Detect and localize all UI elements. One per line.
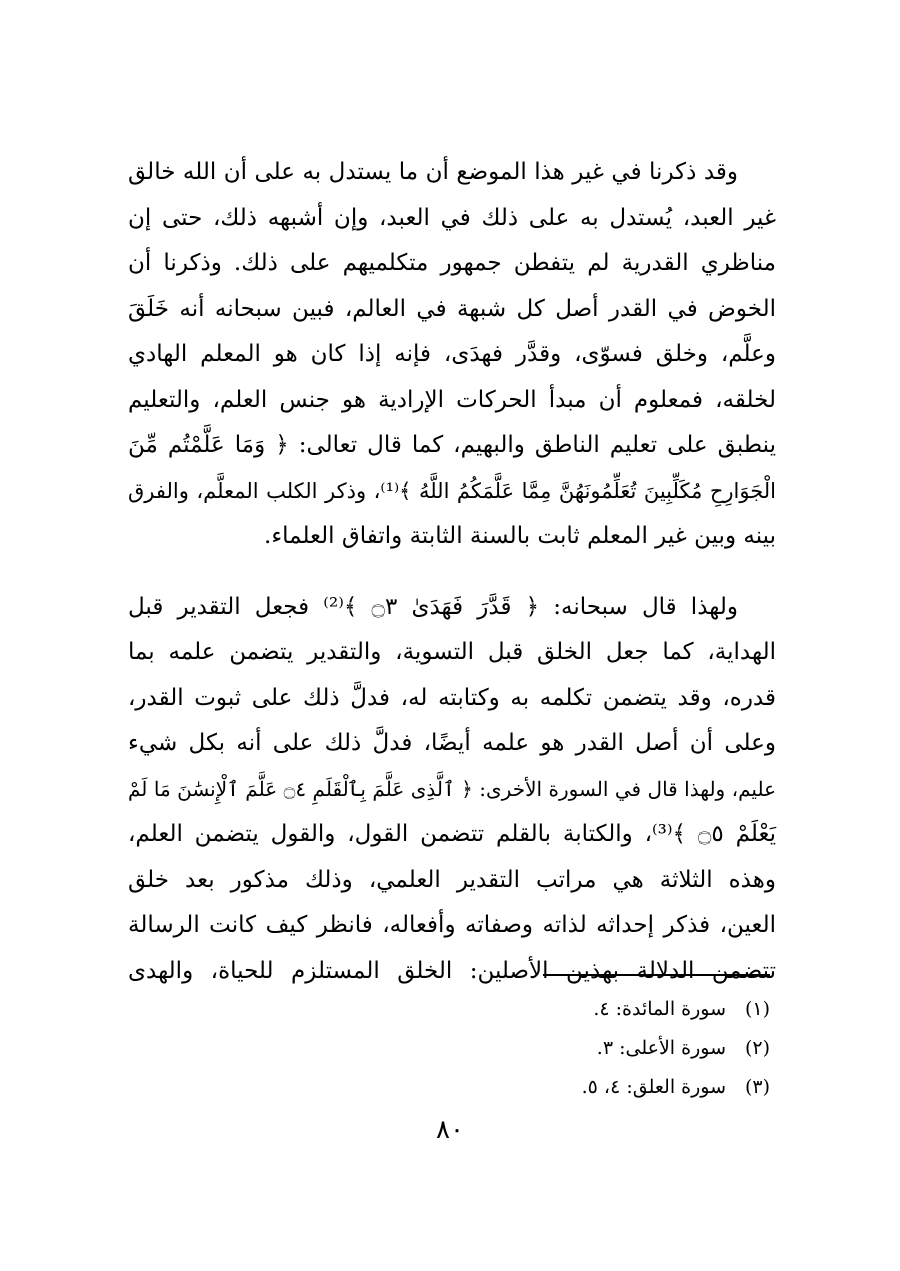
text-line: العين، فذكر إحداثه لذاته وصفاته وأفعاله، فانظر كيف كانت الرسالة [128, 912, 776, 938]
text-line: بينه وبين غير المعلم ثابت بالسنة الثابتة واتفاق العلماء. [264, 523, 776, 549]
text-line: الْجَوَارِحِ مُكَلِّبِينَ تُعَلِّمُونَهُنَّ مِمَّا عَلَّمَكُمُ اللَّهُ ﴾⁽¹⁾، وذكر الكلب المعلَّم، والفرق [128, 478, 776, 503]
footnote-number: (١) [744, 998, 770, 1020]
footnote-text: سورة العلق: ٤، ٥. [581, 1076, 726, 1098]
text-line: يَعْلَمْ ۝٥ ﴾⁽³⁾، والكتابة بالقلم تتضمن القول، والقول يتضمن العلم، [128, 821, 777, 847]
text-line: ولهذا قال سبحانه: ﴿ قَدَّرَ فَهَدَىٰ ۝٣ ﴾⁽²⁾ فجعل التقدير قبل [128, 593, 738, 620]
text-line: عليم، ولهذا قال في السورة الأخرى: ﴿ ٱلَّذِى عَلَّمَ بِٱلْقَلَمِ ۝٤ عَلَّمَ ٱلْإِنسَٰنَ مَا لَمْ [128, 776, 776, 801]
text-line: الخوض في القدر أصل كل شبهة في العالم، فبين سبحانه أنه خَلَقَ [128, 295, 776, 322]
paragraph-gap [128, 560, 776, 585]
paragraph-2 [128, 585, 776, 995]
text-line: وعلى أن أصل القدر هو علمه أيضًا، فدلَّ ذلك على أنه بكل شيء [128, 730, 776, 756]
footnote-item [370, 990, 770, 1029]
footnote-item [370, 1068, 770, 1107]
text-line: الهداية، كما جعل الخلق قبل التسوية، والتقدير يتضمن علمه بما [128, 639, 776, 665]
text-line: غير العبد، يُستدل به على ذلك في العبد، وإن أشبهه ذلك، حتى إن [128, 204, 776, 231]
text-line: وعلَّم، وخلق فسوّى، وقدَّر فهدَى، فإنه إذا كان هو المعلم الهادي [128, 341, 776, 367]
footnote-number: (٣) [744, 1076, 770, 1098]
footnote-number: (٢) [744, 1037, 770, 1059]
text-line: قدره، وقد يتضمن تكلمه به وكتابته له، فدلَّ ذلك على ثبوت القدر، [128, 684, 776, 711]
footnotes [370, 990, 770, 1107]
main-text [128, 150, 776, 994]
footnote-text: سورة المائدة: ٤. [593, 998, 726, 1020]
text-line: لخلقه، فمعلوم أن مبدأ الحركات الإرادية هو جنس العلم، والتعليم [128, 386, 776, 413]
page-number: ٨٠ [436, 1115, 464, 1145]
footnote-text: سورة الأعلى: ٣. [596, 1037, 726, 1059]
text-line: وقد ذكرنا في غير هذا الموضع أن ما يستدل به على أن الله خالق [128, 159, 738, 185]
paragraph-1 [128, 150, 776, 560]
text-line: تتضمن الدلالة بهذين الأصلين: الخلق المستلزم للحياة، والهدى [128, 957, 776, 984]
text-line: ينطبق على تعليم الناطق والبهيم، كما قال تعالى: ﴿ وَمَا عَلَّمْتُم مِّنَ [128, 432, 776, 458]
footnote-separator [543, 974, 770, 976]
footnote-item [370, 1029, 770, 1068]
text-line: مناظري القدرية لم يتفطن جمهور متكلميهم على ذلك. وذكرنا أن [128, 250, 776, 276]
text-line: وهذه الثلاثة هي مراتب التقدير العلمي، وذلك مذكور بعد خلق [128, 866, 776, 893]
